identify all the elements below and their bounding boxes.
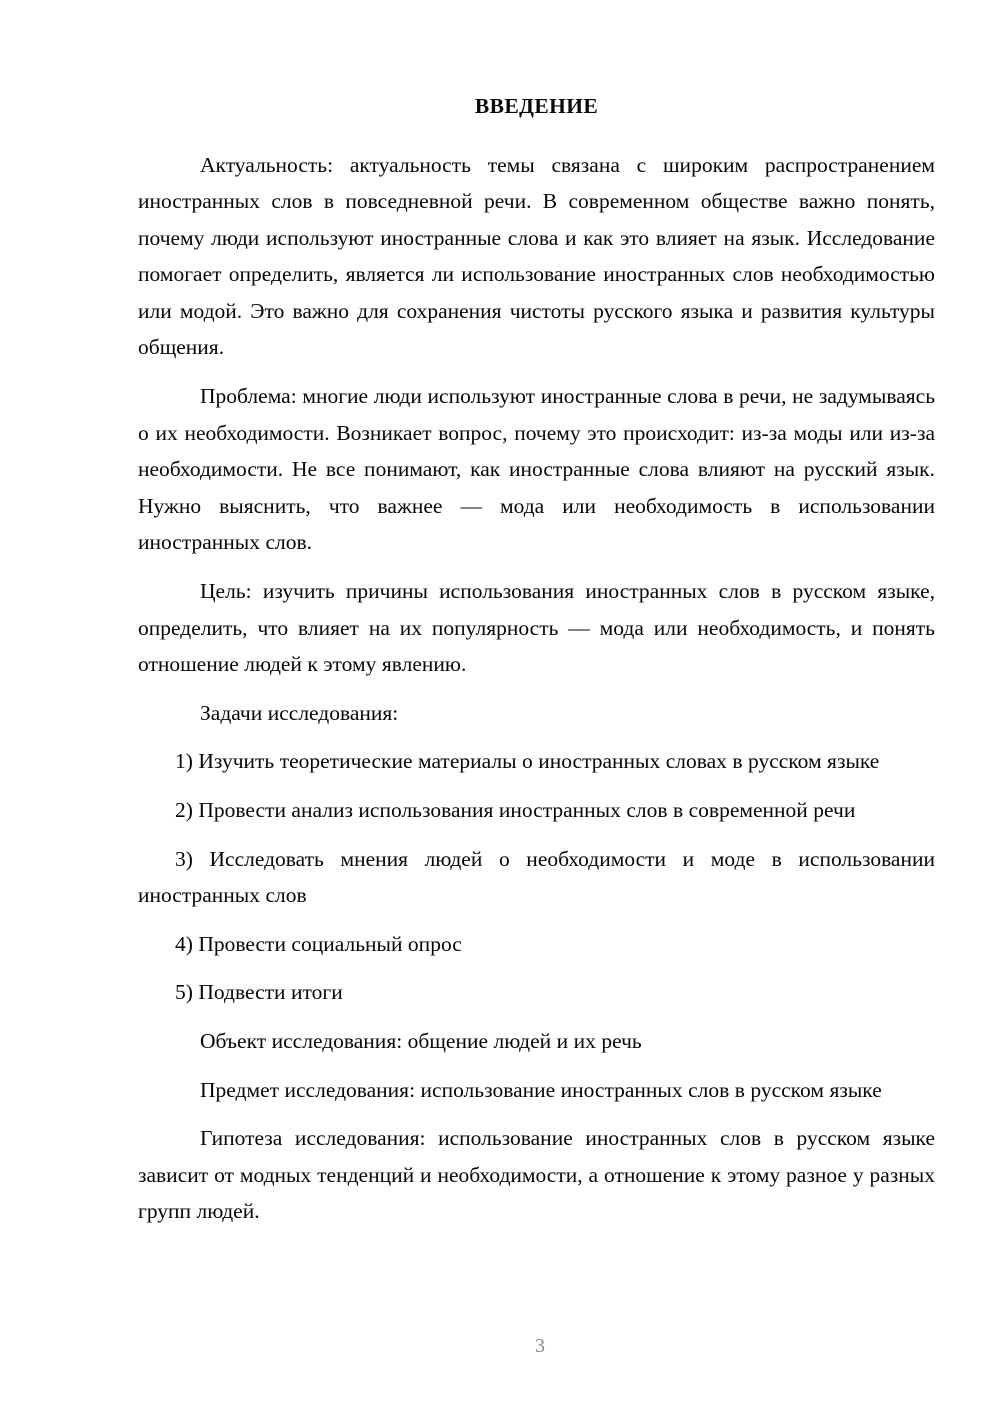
document-body — [138, 88, 935, 1230]
page-title: ВВЕДЕНИЕ — [474, 94, 599, 118]
page-number: 3 — [535, 1335, 545, 1357]
tasks-heading: Задачи исследования: — [200, 700, 399, 725]
paragraph-object: Объект исследования: общение людей и их речь — [200, 1028, 642, 1053]
paragraph-hypothesis: Гипотеза исследования: использование иностранных слов в русском языке зависит от модных тенденций и необходимости, а отношение к этому разное у разных групп людей. — [138, 1126, 935, 1224]
task-item-3: 3) Исследовать мнения людей о необходимости и моде в использовании иностранных слов — [138, 846, 935, 908]
task-item-2: 2) Провести анализ использования иностранных слов в современной речи — [175, 798, 856, 822]
paragraph-goal: Цель: изучить причины использования иностранных слов в русском языке, определить, что влияет на их популярность — мода или необходимость, и понять отношение людей к этому явлению. — [138, 579, 935, 677]
paragraph-subject: Предмет исследования: использование иностранных слов в русском языке — [200, 1077, 882, 1102]
paragraph-relevance: Актуальность: актуальность темы связана с широким распространением иностранных слов в повседневной речи. В современном обществе важно понять, почему люди используют иностранные слова и как это влияет на язык. Исследование помогает определить, является ли использование иностранных слов необходимостью или модой. Это важно для сохранения чистоты русского языка и развития культуры общения. — [138, 152, 935, 360]
task-item-5: 5) Подвести итоги — [175, 980, 343, 1005]
task-item-4: 4) Провести социальный опрос — [175, 931, 462, 956]
paragraph-problem: Проблема: многие люди используют иностранные слова в речи, не задумываясь о их необходимости. Возникает вопрос, почему это происходит: из-за моды или из-за необходимости. Не все понимают, как иностранные слова влияют на русский язык. Нужно выяснить, что важнее — мода или необходимость в использовании иностранных слов. — [138, 384, 935, 555]
task-item-1: 1) Изучить теоретические материалы о иностранных словах в русском языке — [175, 749, 880, 774]
